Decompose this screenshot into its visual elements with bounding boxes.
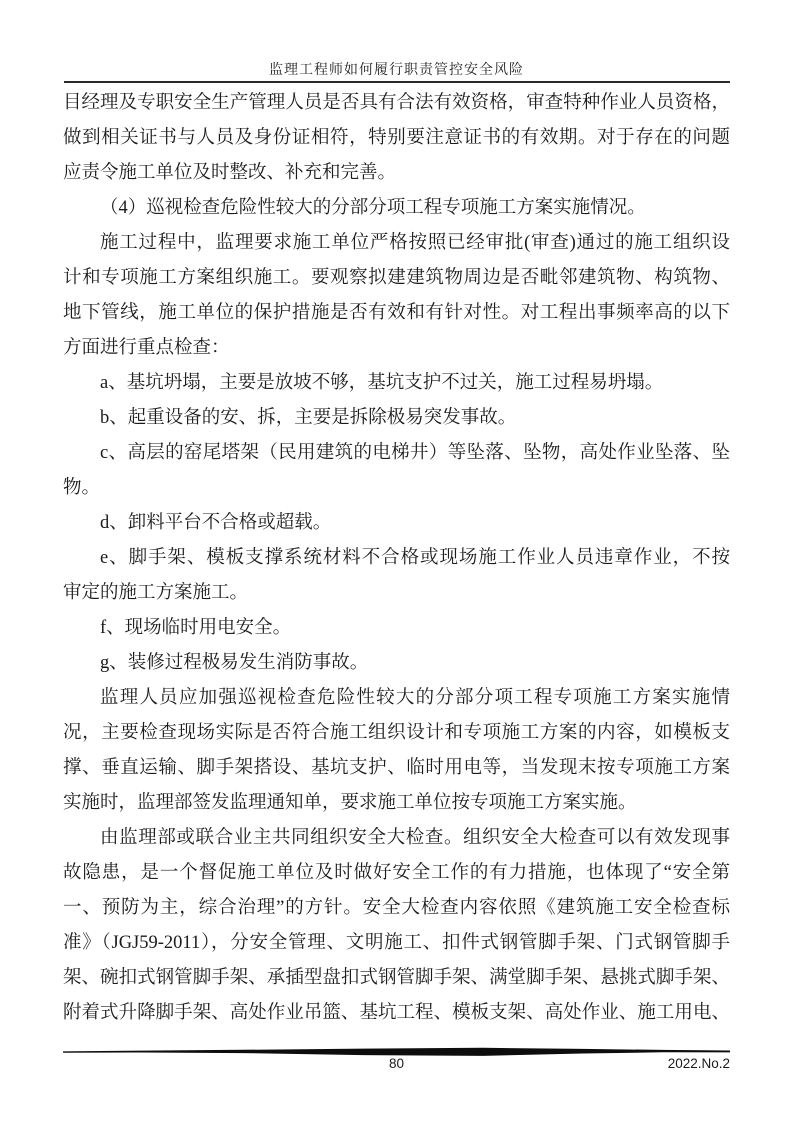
footer-issue-label: 2022.No.2	[667, 1056, 730, 1071]
text-line: 做到相关证书与人员及身份证相符，特别要注意证书的有效期。对于存在的问题	[63, 128, 730, 148]
text-line: 计和专项施工方案组织施工。要观察拟建建筑物周边是否毗邻建筑物、构筑物、	[63, 268, 730, 288]
text-line: 审定的施工方案施工。	[63, 583, 249, 603]
header-rule	[64, 81, 730, 83]
text-line: 附着式升降脚手架、高处作业吊篮、基坑工程、模板支架、高处作业、施工用电、	[63, 1003, 730, 1023]
text-line: 方面进行重点检查：	[63, 338, 230, 358]
footer-page-number: 80	[388, 1056, 405, 1071]
text-line: 应责令施工单位及时整改、补充和完善。	[63, 163, 397, 183]
text-line: 架、碗扣式钢管脚手架、承插型盘扣式钢管脚手架、满堂脚手架、悬挑式脚手架、	[63, 968, 730, 988]
text-line: 目经理及专职安全生产管理人员是否具有合法有效资格，审查特种作业人员资格，	[63, 93, 730, 113]
text-line: 实施时，监理部签发监理通知单，要求施工单位按专项施工方案实施。	[63, 793, 637, 813]
text-line: e、脚手架、模板支撑系统材料不合格或现场施工作业人员违章作业，不按	[100, 548, 730, 568]
text-line: 地下管线，施工单位的保护措施是否有效和有针对性。对工程出事频率高的以下	[63, 303, 730, 323]
text-line: a、基坑坍塌，主要是放坡不够，基坑支护不过关，施工过程易坍塌。	[100, 373, 664, 393]
text-line: b、起重设备的安、拆，主要是拆除极易突发事故。	[100, 408, 517, 428]
text-line: 物。	[63, 478, 101, 498]
text-line: 故隐患，是一个督促施工单位及时做好安全工作的有力措施，也体现了“安全第	[63, 863, 730, 883]
text-line: 一、预防为主，综合治理”的方针。安全大检查内容依照《建筑施工安全检查标	[63, 898, 730, 918]
running-header-title: 监理工程师如何履行职责管控安全风险	[269, 63, 524, 78]
text-line: d、卸料平台不合格或超载。	[100, 513, 332, 533]
text-line: 况，主要检查现场实际是否符合施工组织设计和专项施工方案的内容，如模板支	[63, 723, 730, 743]
text-line: g、装修过程极易发生消防事故。	[100, 653, 369, 673]
page-body	[63, 86, 730, 1031]
text-line: 由监理部或联合业主共同组织安全大检查。组织安全大检查可以有效发现事	[100, 828, 730, 848]
text-line: 施工过程中，监理要求施工单位严格按照已经审批(审查)通过的施工组织设	[100, 233, 730, 253]
text-line: 撑、垂直运输、脚手架搭设、基坑支护、临时用电等，当发现末按专项施工方案	[63, 758, 730, 778]
text-line: f、现场临时用电安全。	[100, 618, 292, 638]
text-line: c、高层的窑尾塔架（民用建筑的电梯井）等坠落、坠物，高处作业坠落、坠	[100, 443, 730, 463]
text-line: 监理人员应加强巡视检查危险性较大的分部分项工程专项施工方案实施情	[100, 688, 730, 708]
text-line: 准》（JGJ59-2011），分安全管理、文明施工、扣件式钢管脚手架、门式钢管脚手	[63, 933, 730, 953]
text-line: （4）巡视检查危险性较大的分部分项工程专项施工方案实施情况。	[100, 198, 646, 218]
